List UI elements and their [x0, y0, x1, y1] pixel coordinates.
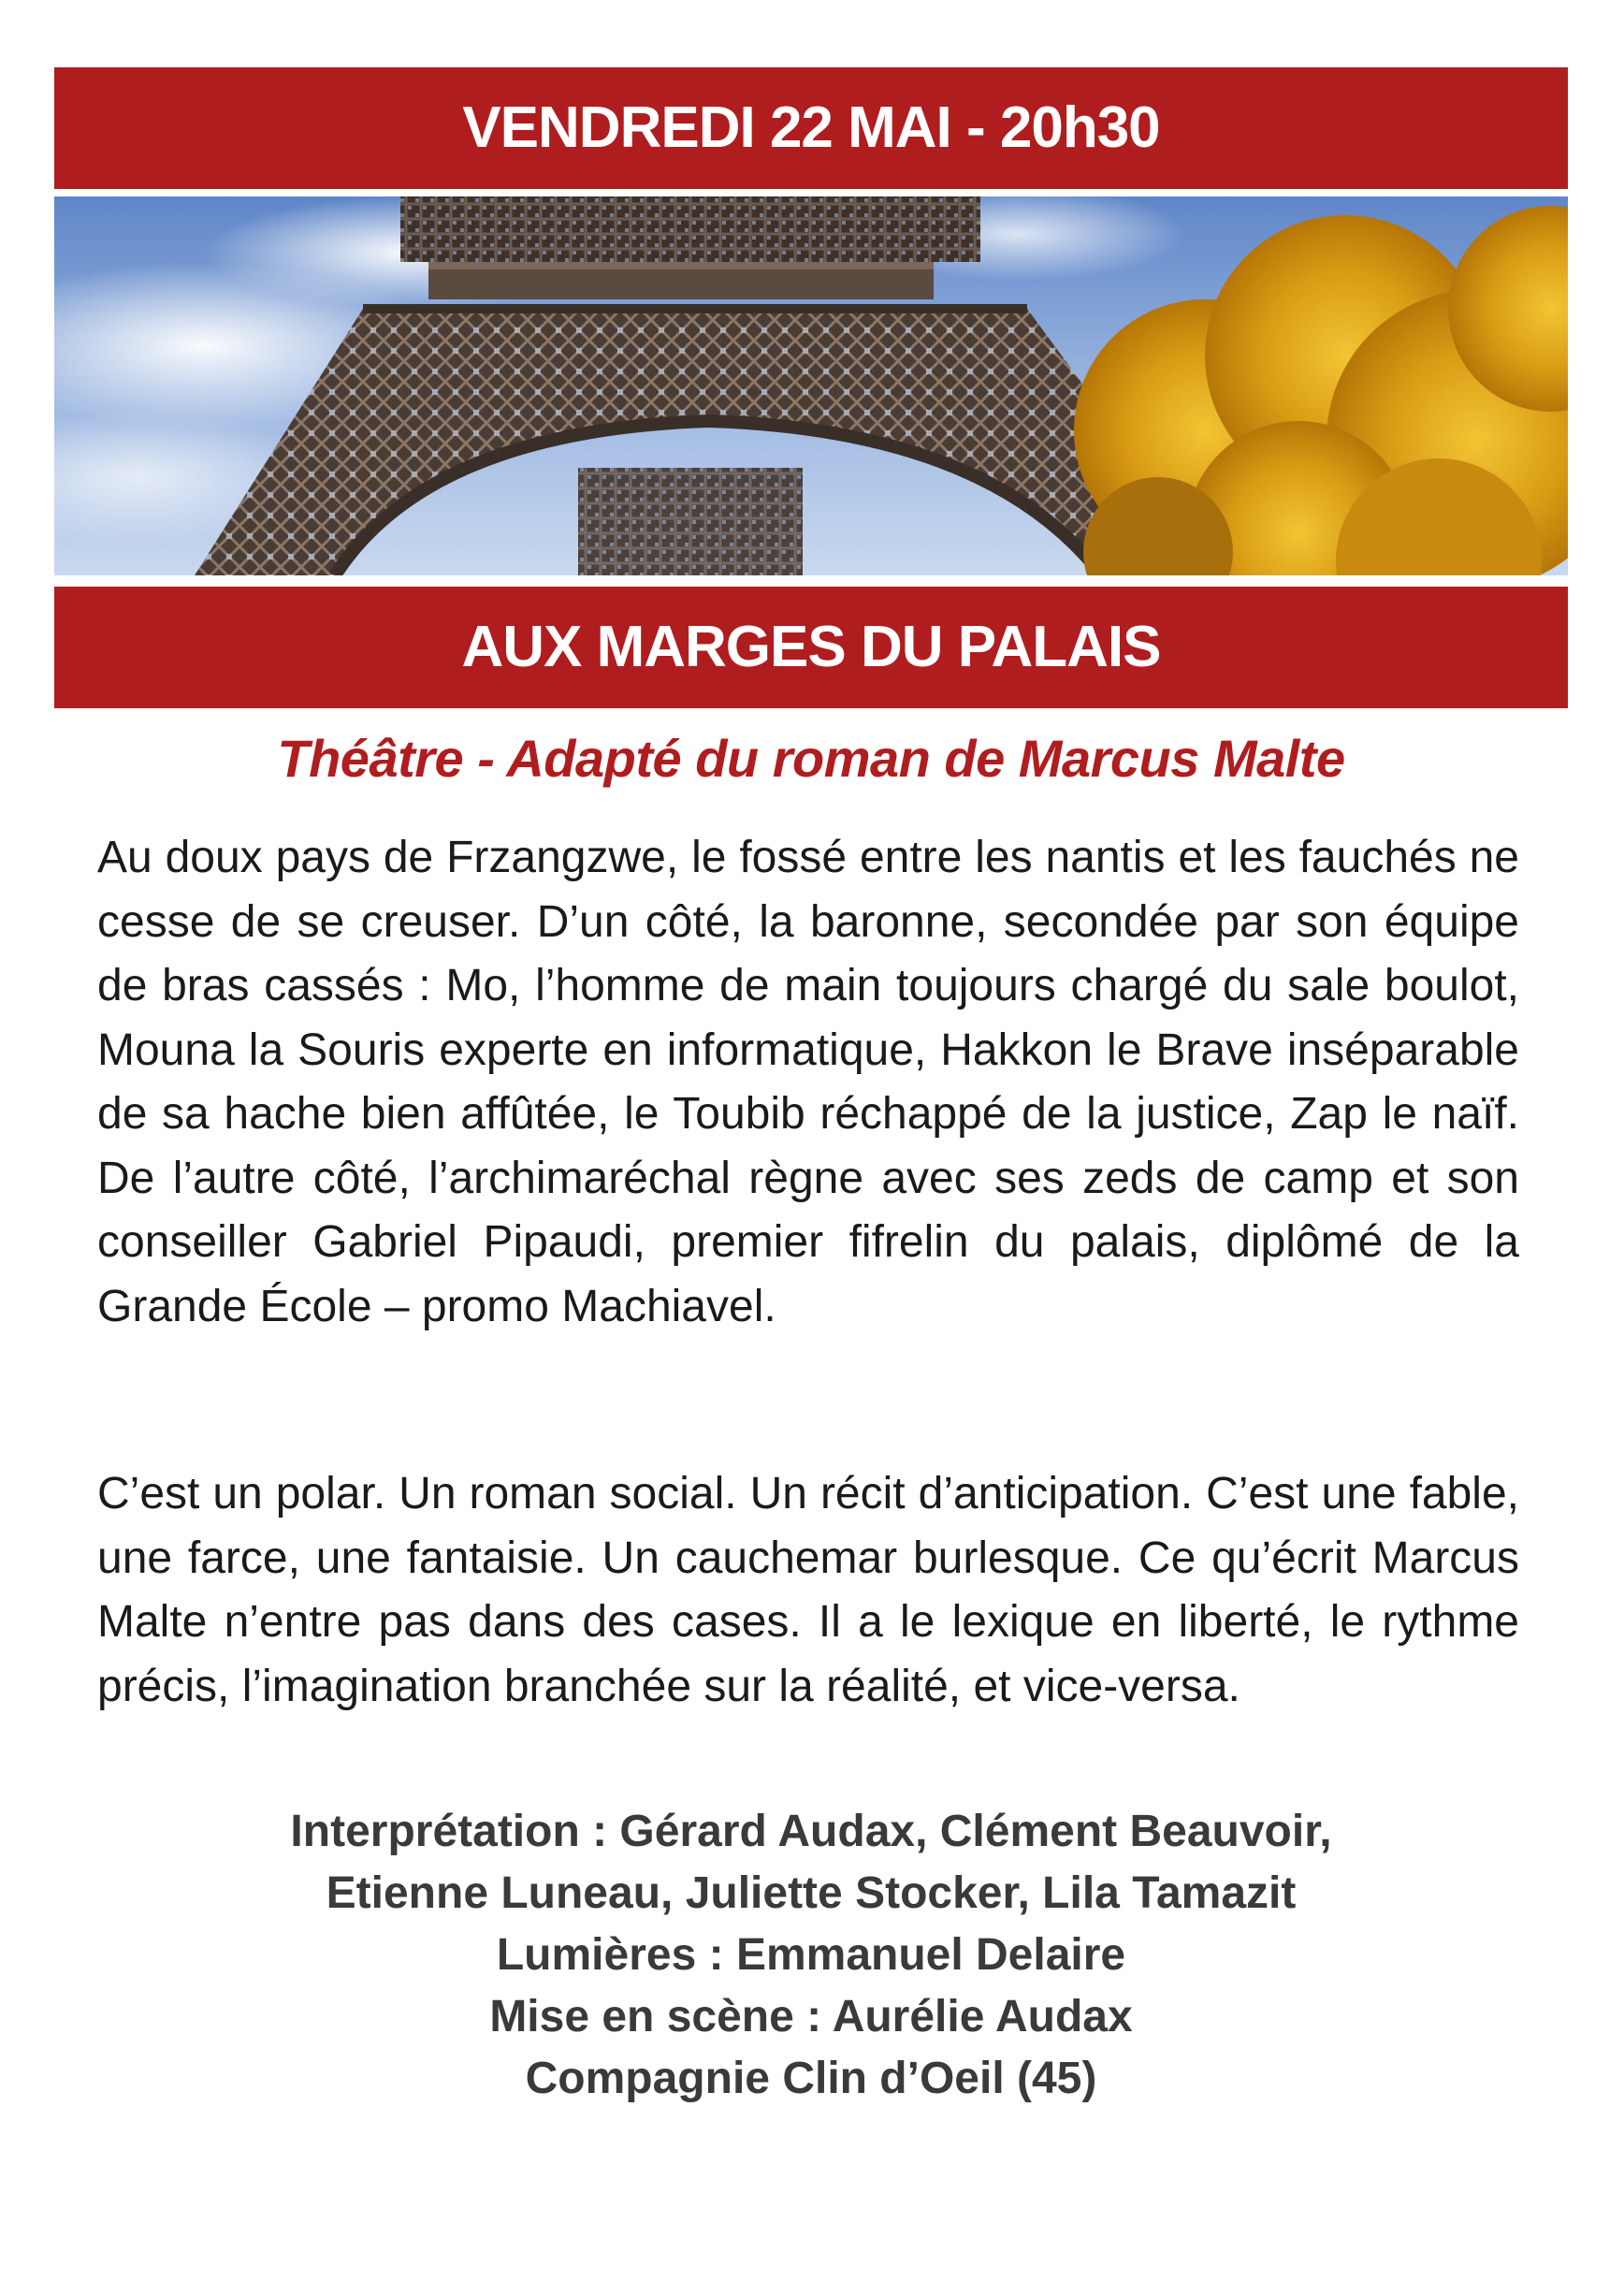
description-paragraph-1: Au doux pays de Frzangzwe, le fossé entre les nantis et les fauchés ne cesse de se creuser. D’un côté, la baronne, secondée par son équipe de bras cassés : Mo, l’homme de main toujours chargé du sale boulot, Mouna la Souris experte en informatique, Hakkon le Brave inséparable de sa hache bien affûtée, le Toubib réchappé de la justice, Zap le naïf. De l’autre côté, l’archimaréchal règne avec ses zeds de camp et son conseiller Gabriel Pipaudi, premier fifrelin du palais, diplômé de la Grande École – promo Machiavel. — [97, 833, 1519, 1331]
credits-director: Mise en scène : Aurélie Audax — [489, 1992, 1133, 2041]
credits-block — [54, 1801, 1568, 2110]
credits-company: Compagnie Clin d’Oeil (45) — [525, 2054, 1097, 2103]
credits-cast-line-1: Interprétation : Gérard Audax, Clément Beauvoir, — [290, 1807, 1332, 1856]
show-title-banner: AUX MARGES DU PALAIS — [54, 587, 1568, 708]
credits-lighting: Lumières : Emmanuel Delaire — [496, 1930, 1126, 1980]
eiffel-tower-photo — [54, 196, 1568, 575]
date-banner: VENDREDI 22 MAI - 20h30 — [54, 67, 1568, 189]
credits-cast-line-2: Etienne Luneau, Juliette Stocker, Lila Tamazit — [326, 1868, 1297, 1918]
show-subtitle: Théâtre - Adapté du roman de Marcus Malte — [277, 729, 1345, 788]
description-paragraph-2: C’est un polar. Un roman social. Un récit d’anticipation. C’est une fable, une farce, une fantaisie. Un cauchemar burlesque. Ce qu’écrit Marcus Malte n’entre pas dans des cases. Il a le lexique en liberté, le rythme précis, l’imagination branchée sur la réalité, et vice-versa. — [97, 1469, 1519, 1711]
